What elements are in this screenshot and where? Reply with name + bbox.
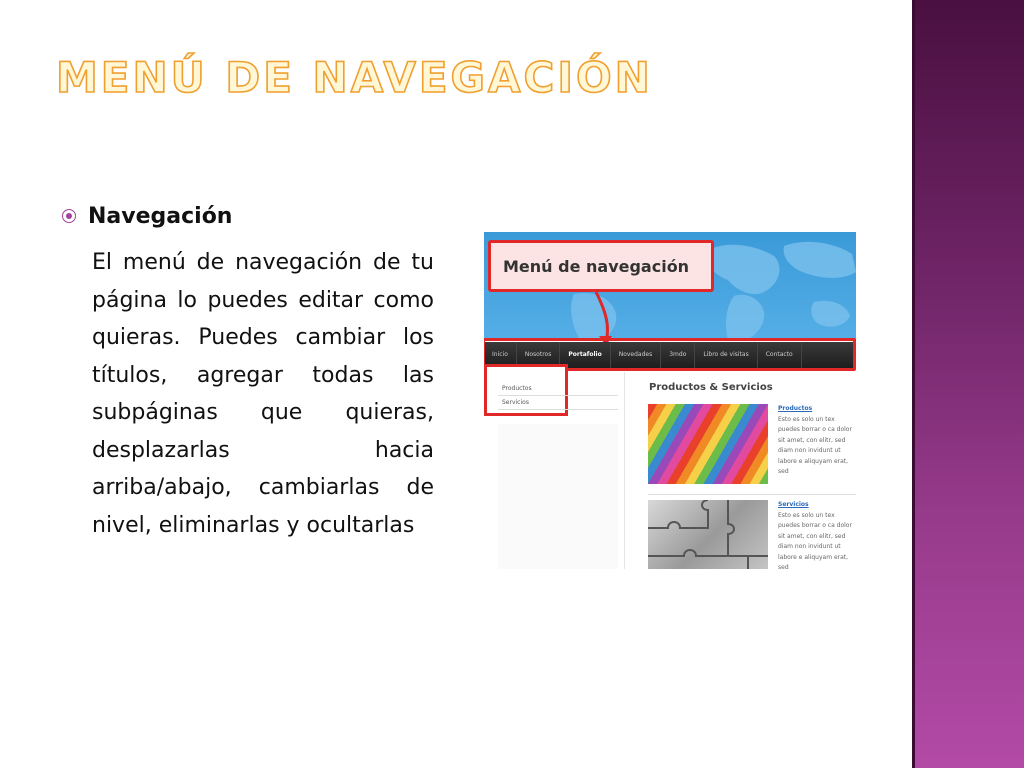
body-paragraph: El menú de navegación de tu página lo puedes editar como quieras. Puedes cambiar los títulos, agregar todas las subpáginas que quieras, desplazarlas hacia arriba/abajo, cambiarlas de nivel, eliminarlas y ocultarlas xyxy=(92,250,434,538)
bullet-icon xyxy=(62,209,76,223)
nav-item-inicio[interactable]: Inicio xyxy=(484,342,517,368)
item-divider xyxy=(648,494,856,495)
decorative-side-band xyxy=(912,0,1024,768)
subnav-item-servicios[interactable]: Servicios xyxy=(498,396,618,410)
bullet-row xyxy=(62,200,442,232)
slide-content xyxy=(62,200,442,544)
item-link-productos[interactable]: Productos xyxy=(778,405,813,412)
nav-item-novedades[interactable]: Novedades xyxy=(611,342,662,368)
item-text-productos xyxy=(778,404,856,478)
puzzle-image xyxy=(648,500,768,569)
puzzle-icon xyxy=(648,500,768,569)
subnav-item-productos[interactable]: Productos xyxy=(498,382,618,396)
callout-box xyxy=(488,240,714,292)
slide-title: MENÚ DE NAVEGACIÓN xyxy=(56,53,653,102)
sidebar-column xyxy=(498,424,618,569)
content-title: Productos & Servicios xyxy=(649,382,773,393)
nav-item-portafolio[interactable]: Portafolio xyxy=(560,342,610,368)
color-swatches-image xyxy=(648,404,768,484)
nav-item-3mdo[interactable]: 3mdo xyxy=(661,342,695,368)
callout-label: Menú de navegación xyxy=(503,256,690,276)
nav-item-libro-de-visitas[interactable]: Libro de visitas xyxy=(695,342,757,368)
header-banner xyxy=(484,232,856,340)
nav-item-nosotros[interactable]: Nosotros xyxy=(517,342,560,368)
column-divider xyxy=(624,372,625,569)
website-screenshot xyxy=(484,232,856,569)
nav-item-contacto[interactable]: Contacto xyxy=(758,342,802,368)
item-link-servicios[interactable]: Servicios xyxy=(778,501,809,508)
subnav-list xyxy=(498,382,618,410)
bullet-heading: Navegación xyxy=(88,203,233,229)
item-text-servicios xyxy=(778,500,856,569)
item-desc-productos: Esto es solo un tex puedes borrar o ca dolor sit amet, con elitr, sed diam non invidunt ut labore e aliquyam erat, sed xyxy=(778,415,852,475)
item-desc-servicios: Esto es solo un tex puedes borrar o ca dolor sit amet, con elitr, sed diam non invidunt ut labore e aliquyam erat, sed xyxy=(778,511,852,569)
